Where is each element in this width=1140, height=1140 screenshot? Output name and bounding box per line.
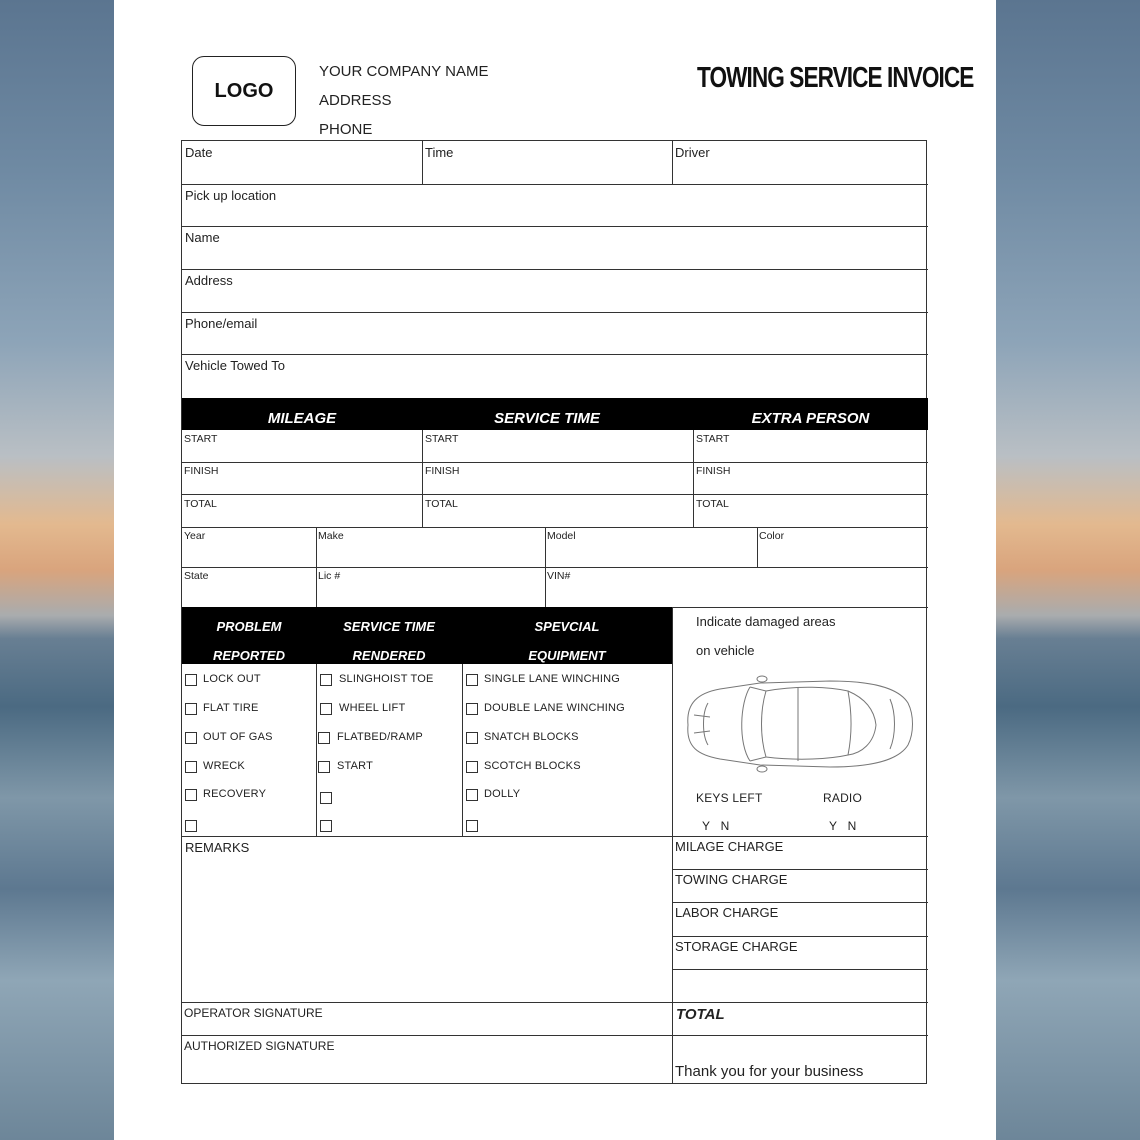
checkbox-problem-blank[interactable] bbox=[185, 820, 197, 832]
service-total[interactable]: TOTAL bbox=[425, 498, 458, 510]
vehicle-state[interactable]: State bbox=[184, 570, 209, 582]
mileage-heading: MILEAGE bbox=[267, 410, 337, 427]
radio-yn[interactable]: Y N bbox=[829, 819, 857, 833]
checkbox-snatch-blocks[interactable] bbox=[466, 732, 478, 744]
equipment-heading-2: EQUIPMENT bbox=[528, 648, 606, 663]
milage-charge-field[interactable]: MILAGE CHARGE bbox=[675, 839, 784, 854]
problem-heading-1: PROBLEM bbox=[216, 619, 282, 634]
operator-signature-field[interactable]: OPERATOR SIGNATURE bbox=[184, 1006, 323, 1020]
problem-heading-2: REPORTED bbox=[213, 648, 285, 663]
thank-you-message: Thank you for your business bbox=[675, 1063, 864, 1080]
name-field[interactable]: Name bbox=[185, 230, 220, 245]
radio-label: RADIO bbox=[823, 791, 863, 805]
extra-person-heading: EXTRA PERSON bbox=[751, 410, 870, 427]
vehicle-make[interactable]: Make bbox=[318, 530, 344, 542]
label-flat-tire: FLAT TIRE bbox=[203, 702, 259, 714]
towing-charge-field[interactable]: TOWING CHARGE bbox=[675, 872, 788, 887]
label-scotch-blocks: SCOTCH BLOCKS bbox=[484, 760, 581, 772]
checkbox-wheel-lift[interactable] bbox=[320, 703, 332, 715]
checkbox-rendered-blank-1[interactable] bbox=[320, 792, 332, 804]
label-double-lane: DOUBLE LANE WINCHING bbox=[484, 702, 625, 714]
invoice-form bbox=[181, 140, 927, 1084]
extra-finish[interactable]: FINISH bbox=[696, 465, 731, 477]
driver-field[interactable]: Driver bbox=[675, 145, 710, 160]
rendered-heading-2: RENDERED bbox=[352, 648, 426, 663]
mileage-start[interactable]: START bbox=[184, 433, 218, 445]
label-flatbed: FLATBED/RAMP bbox=[337, 731, 423, 743]
checkbox-scotch-blocks[interactable] bbox=[466, 761, 478, 773]
mileage-total[interactable]: TOTAL bbox=[184, 498, 217, 510]
rendered-heading-1: SERVICE TIME bbox=[343, 619, 435, 634]
vehicle-model[interactable]: Model bbox=[547, 530, 576, 542]
checkbox-flatbed[interactable] bbox=[318, 732, 330, 744]
vehicle-lic[interactable]: Lic # bbox=[318, 570, 341, 582]
checkbox-recovery[interactable] bbox=[185, 789, 197, 801]
service-time-heading: SERVICE TIME bbox=[494, 410, 600, 427]
car-diagram[interactable] bbox=[680, 673, 916, 773]
label-snatch-blocks: SNATCH BLOCKS bbox=[484, 731, 579, 743]
damage-instruction-1: Indicate damaged areas bbox=[696, 614, 836, 629]
label-single-lane: SINGLE LANE WINCHING bbox=[484, 673, 621, 685]
pickup-location-field[interactable]: Pick up location bbox=[185, 188, 277, 203]
checkbox-double-lane[interactable] bbox=[466, 703, 478, 715]
mileage-finish[interactable]: FINISH bbox=[184, 465, 219, 477]
remarks-field[interactable]: REMARKS bbox=[185, 840, 250, 855]
label-start: START bbox=[337, 760, 374, 772]
keys-left-label: KEYS LEFT bbox=[696, 791, 763, 805]
vehicle-vin[interactable]: VIN# bbox=[547, 570, 571, 582]
checkbox-dolly[interactable] bbox=[466, 789, 478, 801]
address-field[interactable]: Address bbox=[185, 273, 233, 288]
company-phone: PHONE bbox=[319, 121, 373, 138]
company-address: ADDRESS bbox=[319, 92, 392, 109]
labor-charge-field[interactable]: LABOR CHARGE bbox=[675, 905, 779, 920]
time-field[interactable]: Time bbox=[425, 145, 454, 160]
label-wheel-lift: WHEEL LIFT bbox=[339, 702, 406, 714]
equipment-heading-1: SPEVCIAL bbox=[534, 619, 600, 634]
checkbox-equipment-blank[interactable] bbox=[466, 820, 478, 832]
keys-left-yn[interactable]: Y N bbox=[702, 819, 730, 833]
date-field[interactable]: Date bbox=[185, 145, 213, 160]
label-out-of-gas: OUT OF GAS bbox=[203, 731, 273, 743]
checkbox-out-of-gas[interactable] bbox=[185, 732, 197, 744]
phone-email-field[interactable]: Phone/email bbox=[185, 316, 258, 331]
label-lock-out: LOCK OUT bbox=[203, 673, 261, 685]
extra-total[interactable]: TOTAL bbox=[696, 498, 729, 510]
checkbox-slinghoist[interactable] bbox=[320, 674, 332, 686]
checkbox-rendered-blank-2[interactable] bbox=[320, 820, 332, 832]
label-wreck: WRECK bbox=[203, 760, 245, 772]
storage-charge-field[interactable]: STORAGE CHARGE bbox=[675, 939, 798, 954]
extra-start[interactable]: START bbox=[696, 433, 730, 445]
service-start[interactable]: START bbox=[425, 433, 459, 445]
vehicle-year[interactable]: Year bbox=[184, 530, 206, 542]
checkbox-lock-out[interactable] bbox=[185, 674, 197, 686]
checkbox-wreck[interactable] bbox=[185, 761, 197, 773]
vehicle-towed-to-field[interactable]: Vehicle Towed To bbox=[185, 358, 285, 373]
total-field[interactable]: TOTAL bbox=[676, 1006, 725, 1023]
company-name: YOUR COMPANY NAME bbox=[319, 63, 489, 80]
checkbox-single-lane[interactable] bbox=[466, 674, 478, 686]
label-recovery: RECOVERY bbox=[203, 788, 267, 800]
damage-instruction-2: on vehicle bbox=[696, 643, 755, 658]
label-slinghoist: SLINGHOIST TOE bbox=[339, 673, 434, 685]
service-finish[interactable]: FINISH bbox=[425, 465, 460, 477]
vehicle-color[interactable]: Color bbox=[759, 530, 785, 542]
checkbox-start[interactable] bbox=[318, 761, 330, 773]
authorized-signature-field[interactable]: AUTHORIZED SIGNATURE bbox=[184, 1039, 335, 1053]
invoice-title: TOWING SERVICE INVOICE bbox=[697, 62, 974, 94]
logo-placeholder: LOGO bbox=[192, 56, 296, 126]
checkbox-flat-tire[interactable] bbox=[185, 703, 197, 715]
label-dolly: DOLLY bbox=[484, 788, 521, 800]
